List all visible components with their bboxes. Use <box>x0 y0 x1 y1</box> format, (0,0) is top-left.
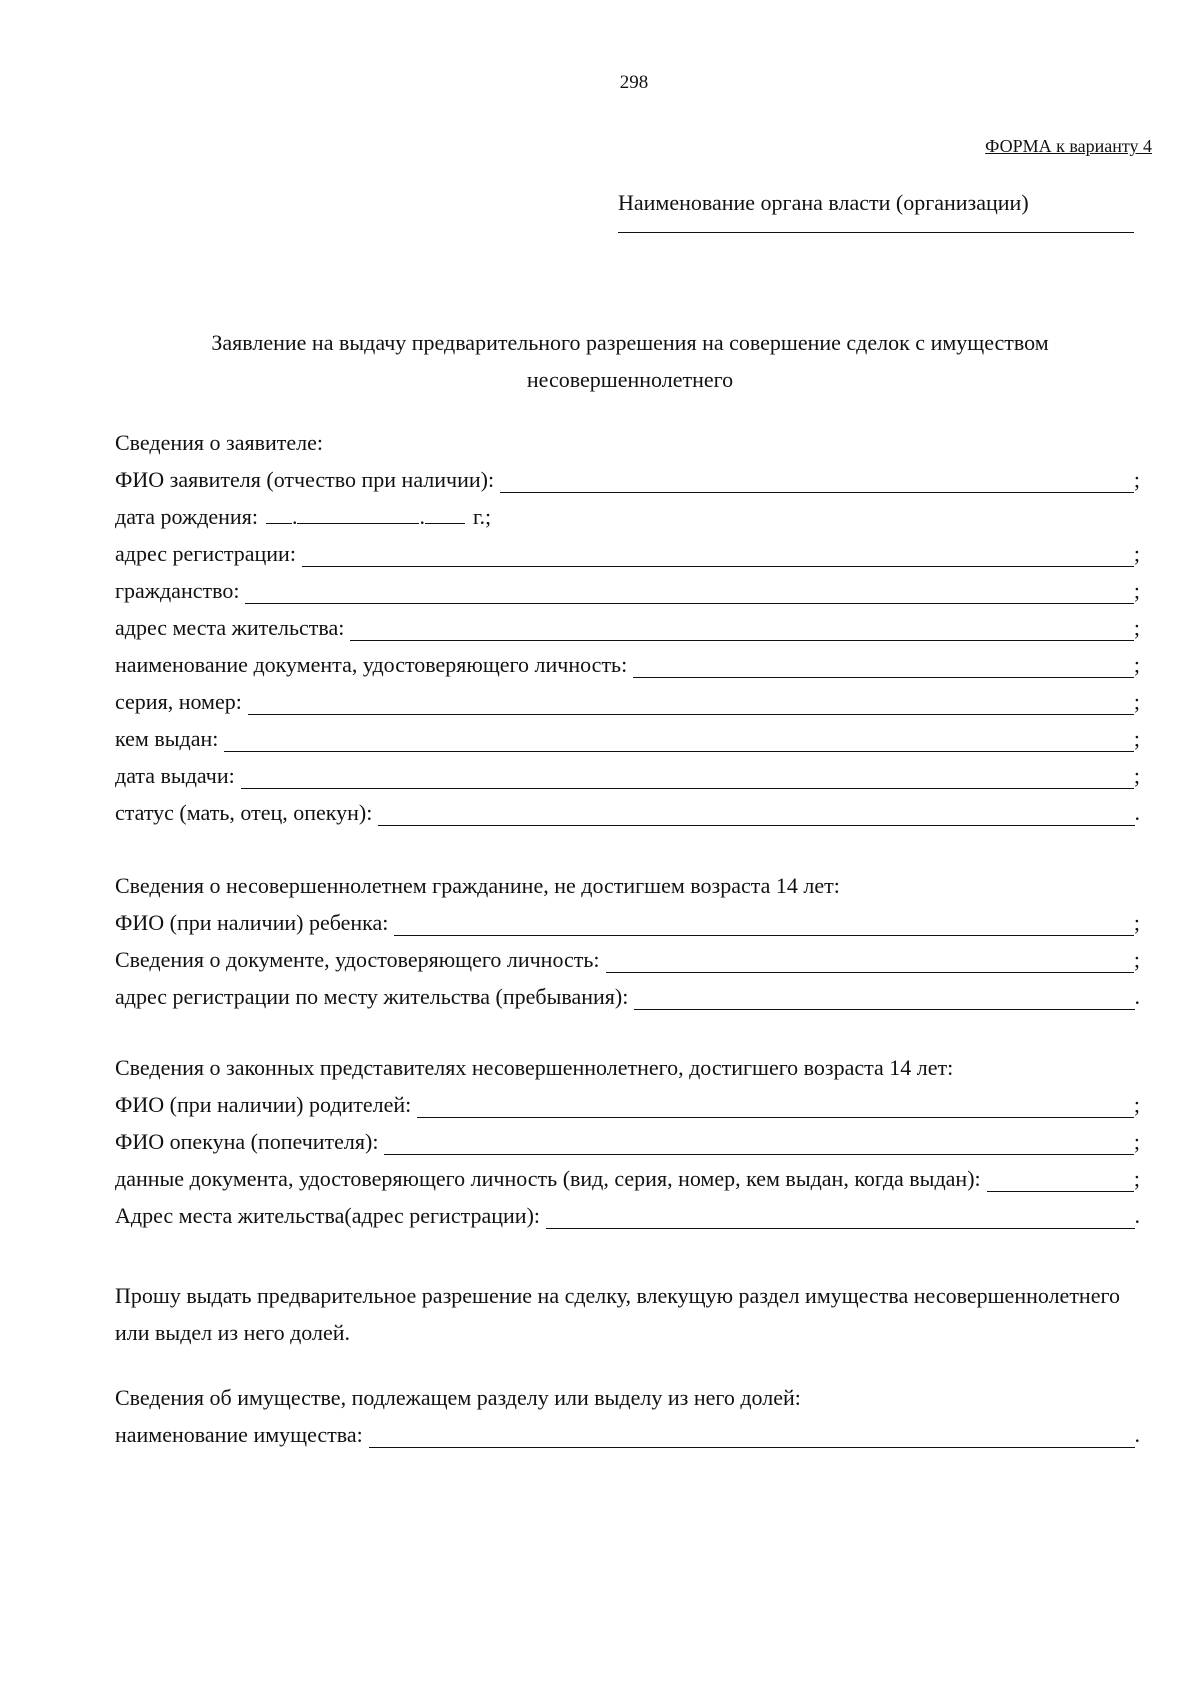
applicant-series-row <box>115 689 1140 726</box>
reps-parents-field[interactable] <box>417 1117 1134 1118</box>
applicant-issued-by-row <box>115 726 1140 763</box>
field-label: дата рождения: <box>115 504 258 529</box>
field-label: серия, номер: <box>115 689 242 714</box>
dob-day-field[interactable] <box>266 523 292 524</box>
punctuation: ; <box>1133 541 1140 566</box>
request-paragraph: Прошу выдать предварительное разрешение на сделку, влекущую раздел имущества несовершеннолетнего или выдел из него долей. <box>115 1283 1120 1345</box>
dob-month-field[interactable] <box>297 523 419 524</box>
minor-address-field[interactable] <box>634 1009 1134 1010</box>
punctuation: . <box>1134 1422 1140 1447</box>
field-label: адрес регистрации: <box>115 541 296 566</box>
minor-section <box>115 873 1140 1021</box>
dob-year-field[interactable] <box>425 523 465 524</box>
punctuation: ; <box>1133 615 1140 640</box>
field-label: ФИО опекуна (попечителя): <box>115 1129 379 1154</box>
applicant-heading <box>115 430 1140 467</box>
minor-heading <box>115 873 1140 910</box>
reps-doc-row <box>115 1166 1140 1203</box>
authority-label: Наименование органа власти (организации) <box>618 190 1029 215</box>
applicant-id-doc-row <box>115 652 1140 689</box>
field-label: ФИО заявителя (отчество при наличии): <box>115 467 495 492</box>
punctuation: . <box>1134 984 1140 1009</box>
dob-suffix: г.; <box>472 504 492 529</box>
reps-guardian-field[interactable] <box>384 1154 1133 1155</box>
field-label: дата выдачи: <box>115 763 235 788</box>
minor-doc-field[interactable] <box>606 972 1134 973</box>
reps-address-field[interactable] <box>546 1228 1134 1229</box>
request-section <box>115 1277 1140 1351</box>
punctuation: ; <box>1133 1166 1140 1191</box>
dob-separator: . <box>291 504 298 529</box>
applicant-id-doc-field[interactable] <box>633 677 1134 678</box>
section-heading: Сведения об имуществе, подлежащем разделу или выделу из него долей: <box>115 1385 801 1410</box>
punctuation: . <box>1134 1203 1140 1228</box>
punctuation: ; <box>1133 578 1140 603</box>
applicant-residence-row <box>115 615 1140 652</box>
document-title: Заявление на выдачу предварительного разрешения на совершение сделок с имуществом несовершеннолетнего <box>211 330 1049 392</box>
applicant-issue-date-row <box>115 763 1140 800</box>
applicant-citizenship-row <box>115 578 1140 615</box>
dob-separator: . <box>419 504 425 529</box>
field-label: наименование имущества: <box>115 1422 363 1447</box>
authority-fill-line[interactable] <box>618 232 1134 233</box>
field-label: адрес места жительства: <box>115 615 345 640</box>
punctuation: ; <box>1133 947 1140 972</box>
applicant-section <box>115 430 1140 837</box>
applicant-fio-row <box>115 467 1140 504</box>
minor-doc-row <box>115 947 1140 984</box>
property-name-row <box>115 1422 1140 1459</box>
section-heading: Сведения о законных представителях несовершеннолетнего, достигшего возраста 14 лет: <box>115 1055 954 1080</box>
field-label: ФИО (при наличии) ребенка: <box>115 910 389 935</box>
section-heading: Сведения о заявителе: <box>115 430 324 455</box>
representatives-section <box>115 1055 1140 1240</box>
applicant-dob-row <box>115 504 1140 541</box>
punctuation: ; <box>1133 689 1140 714</box>
applicant-status-field[interactable] <box>378 825 1134 826</box>
page-number: 298 <box>619 72 649 93</box>
minor-address-row <box>115 984 1140 1021</box>
field-label: Адрес места жительства(адрес регистрации): <box>115 1203 541 1228</box>
field-label: гражданство: <box>115 578 240 603</box>
section-heading: Сведения о несовершеннолетнем гражданине, не достигшем возраста 14 лет: <box>115 873 840 898</box>
punctuation: ; <box>1133 910 1140 935</box>
property-section <box>115 1385 1140 1459</box>
field-label: статус (мать, отец, опекун): <box>115 800 373 825</box>
applicant-issue-date-field[interactable] <box>241 788 1134 789</box>
reps-parents-row <box>115 1092 1140 1129</box>
punctuation: ; <box>1133 726 1140 751</box>
applicant-reg-row <box>115 541 1140 578</box>
field-label: данные документа, удостоверяющего личность (вид, серия, номер, кем выдан, когда выдан): <box>115 1166 981 1191</box>
applicant-fio-field[interactable] <box>500 492 1134 493</box>
punctuation: ; <box>1133 763 1140 788</box>
punctuation: . <box>1134 800 1140 825</box>
property-heading <box>115 1385 1140 1422</box>
applicant-citizenship-field[interactable] <box>245 603 1133 604</box>
applicant-issued-by-field[interactable] <box>224 751 1134 752</box>
field-label: ФИО (при наличии) родителей: <box>115 1092 412 1117</box>
field-label: наименование документа, удостоверяющего личность: <box>115 652 628 677</box>
applicant-status-row <box>115 800 1140 837</box>
applicant-reg-address-field[interactable] <box>302 566 1134 567</box>
punctuation: ; <box>1133 467 1140 492</box>
applicant-series-field[interactable] <box>248 714 1134 715</box>
field-label: Сведения о документе, удостоверяющего личность: <box>115 947 600 972</box>
applicant-residence-field[interactable] <box>350 640 1133 641</box>
minor-fio-field[interactable] <box>394 935 1133 936</box>
form-reference: ФОРМА к варианту 4 <box>985 136 1152 156</box>
reps-address-row <box>115 1203 1140 1240</box>
reps-heading <box>115 1055 1140 1092</box>
minor-fio-row <box>115 910 1140 947</box>
punctuation: ; <box>1133 1092 1140 1117</box>
authority-block <box>618 190 1134 233</box>
punctuation: ; <box>1133 1129 1140 1154</box>
property-name-field[interactable] <box>369 1447 1135 1448</box>
punctuation: ; <box>1133 652 1140 677</box>
reps-doc-field[interactable] <box>987 1191 1134 1192</box>
field-label: адрес регистрации по месту жительства (пребывания): <box>115 984 629 1009</box>
reps-guardian-row <box>115 1129 1140 1166</box>
field-label: кем выдан: <box>115 726 219 751</box>
